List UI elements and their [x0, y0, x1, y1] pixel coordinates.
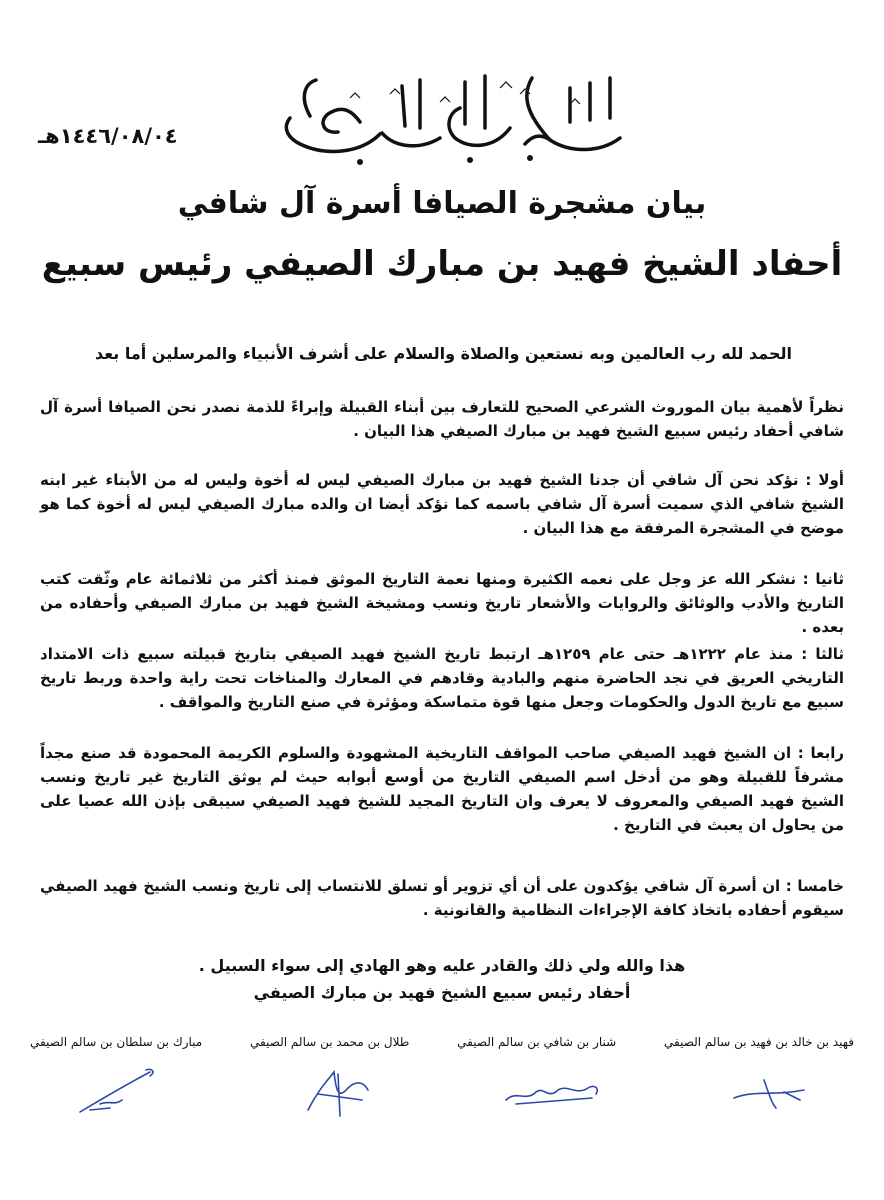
- opening-praise: الحمد لله رب العالمين وبه نستعين والصلاة والسلام على أشرف الأنبياء والمرسلين أما بعد: [94, 344, 792, 363]
- closing-signature-line: أحفاد رئيس سبيع الشيخ فهيد بن مبارك الصيفي: [253, 983, 631, 1002]
- signer-name: مبارك بن سلطان بن سالم الصيفي: [30, 1035, 203, 1049]
- handwritten-signature: [278, 1060, 388, 1120]
- signer-name: فهيد بن خالد بن فهيد بن سالم الصيفي: [664, 1035, 854, 1049]
- signer-name: شنار بن شافي بن سالم الصيفي: [457, 1035, 617, 1049]
- paragraph-intro: نظراً لأهمية بيان الموروث الشرعي الصحيح للتعارف بين أبناء القبيلة وإبراءً للذمة نصدر نحن الصيافا أسرة آل شافي أحفاد رئيس سبيع الشيخ فهيد بن مبارك الصيفي هذا البيان .: [40, 398, 844, 440]
- statement-title: بيان مشجرة الصيافا أسرة آل شافي: [177, 186, 707, 221]
- closing-line: هذا والله ولي ذلك والقادر عليه وهو الهادي إلى سواء السبيل .: [198, 956, 686, 975]
- hijri-date: ١٤٤٦/٠٨/٠٤هـ: [38, 124, 178, 148]
- handwritten-signature: [714, 1060, 824, 1120]
- statement-subtitle: أحفاد الشيخ فهيد بن مبارك الصيفي رئيس سبيع: [41, 244, 843, 284]
- paragraph-fourth: رابعا : ان الشيخ فهيد الصيفي صاحب المواقف التاريخية المشهودة والسلوم الكريمة المحمودة قد صنع مجداً مشرفاً للقبيلة وهو من أدخل اسم الصيفي التاريخ من أوسع أبوابه حيث لم يوثق التاريخ غير تاريخ ونسب الشيخ فهيد الصيفي والمعروف لا يعرف وان التاريخ المجيد للشيخ فهيد الصيفي سيبقى بإذن الله عصيا على من يحاول ان يعبث في التاريخ .: [40, 744, 844, 834]
- paragraph-third: ثالثا : منذ عام ١٢٢٢هـ حتى عام ١٢٥٩هـ ارتبط تاريخ الشيخ فهيد الصيفي بتاريخ قبيلته سبيع ذات الامتداد التاريخي العريق في نجد الحاضرة منهم والبادية وقادهم في المعارك والمناخات تحت راية واحدة وربط تاريخ سبيع مع تاريخ الدول والحكومات وجعل منها قوة متماسكة ومؤثرة في صنع التاريخ والمواقف .: [40, 645, 844, 711]
- paragraph-fifth: خامسا : ان أسرة آل شافي يؤكدون على أن أي تزوير أو تسلق للانتساب إلى تاريخ ونسب الشيخ فهيد الصيفي سيقوم أحفاده باتخاذ كافة الإجراءات النظامية والقانونية .: [40, 877, 844, 919]
- paragraph-first: أولا : نؤكد نحن آل شافي أن جدنا الشيخ فهيد بن مبارك الصيفي ليس له أخوة وليس له من الأبناء غير ابنه الشيخ شافي الذي سميت أسرة آل شافي باسمه كما نؤكد أيضا ان والده مبارك الصيفي ليس له أخوة كما هو موضح في المشجرة المرفقة مع هذا البيان .: [40, 471, 844, 537]
- paragraph-second: ثانيا : نشكر الله عز وجل على نعمه الكثيرة ومنها نعمة التاريخ الموثق فمنذ أكثر من ثلاثمائة عام وثّقت كتب التاريخ والأدب والوثائق والروايات والأشعار تاريخ ونسب ومشيخة الشيخ فهيد بن مبارك الصيفي وأحفاده من بعده .: [40, 570, 844, 636]
- signers-row: [30, 1035, 854, 1049]
- signer-name: طلال بن محمد بن سالم الصيفي: [250, 1035, 410, 1049]
- signatures-row: [60, 1060, 824, 1120]
- handwritten-signature: [496, 1060, 606, 1120]
- closing-block: [0, 952, 884, 1006]
- handwritten-signature: [60, 1060, 170, 1120]
- basmala-calligraphy: [270, 58, 630, 168]
